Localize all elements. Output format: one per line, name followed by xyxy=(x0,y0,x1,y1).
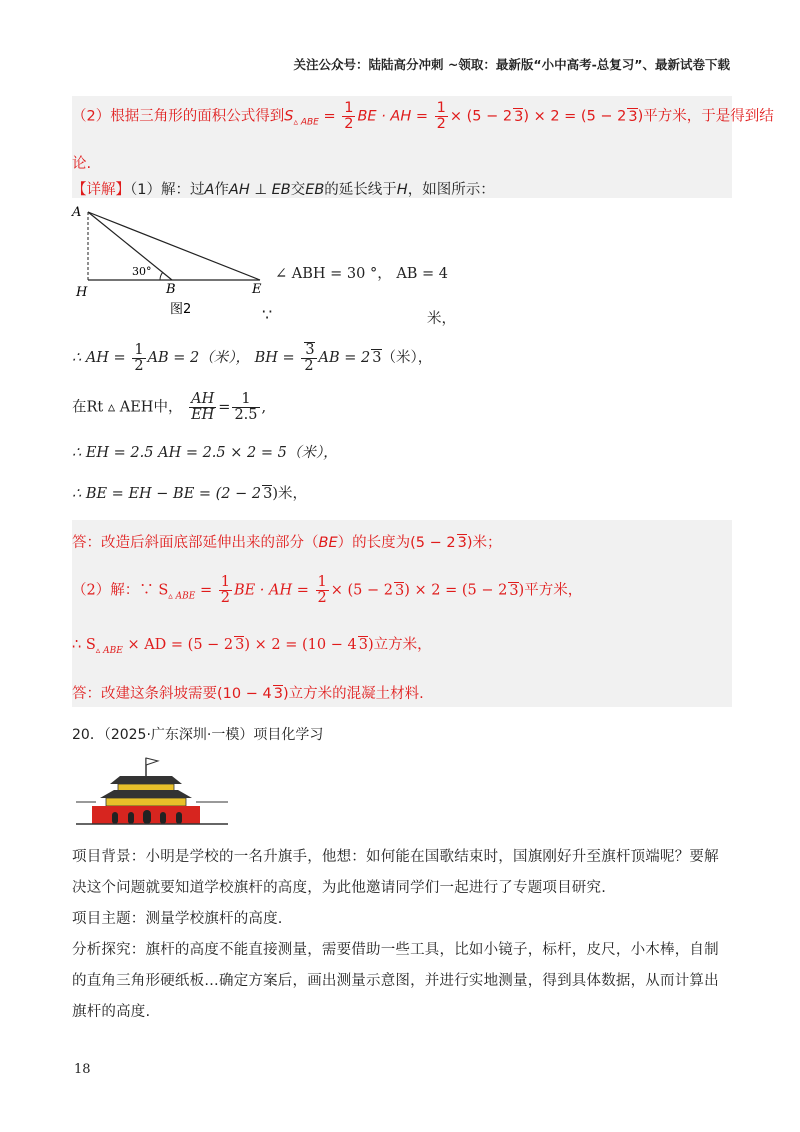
angle-label: 30° xyxy=(132,265,152,278)
detail-line: 【详解】（1）解：过A作AH ⊥ EB交EB的延长线于H，如图所示： xyxy=(72,182,495,198)
page-number: 18 xyxy=(74,1062,91,1077)
answer1: 答：改造后斜面底部延伸出来的部分（BE）的长度为(5 − 2 3)米； xyxy=(72,535,502,551)
half-fraction: $\frac{1}{2}$ xyxy=(344,100,354,133)
answer2: 答：改建这条斜坡需要(10 − 4 3)立方米的混凝土材料. xyxy=(72,686,424,702)
hint2-be-ah: BE · AH = xyxy=(357,108,428,125)
step2: 在Rt ▵ AEH中， $\frac{AH}{EH}$ = $\frac{1}{2.5}$ , xyxy=(72,391,267,424)
label-B: B xyxy=(166,282,176,297)
label-H: H xyxy=(76,285,88,300)
sqrt-3: 3 xyxy=(273,686,283,702)
hint2-line2: 论. xyxy=(72,156,92,172)
line-AB xyxy=(88,212,172,280)
hint2-prefix: （2）根据三角形的面积公式得到 xyxy=(72,108,285,125)
part3-line: ∴ $S_{▵ ABE}$ × AD = (5 − 2 3) × 2 = (10 − 4 3)立方米， xyxy=(72,637,432,656)
sqrt3-over-2: $\frac{3}{2}$ xyxy=(301,342,316,374)
step3: ∴ EH = 2.5 AH = 2.5 × 2 = 5（米）， xyxy=(72,445,338,461)
part2-line: （2）解：∵ $S_{▵ ABE}$ = $\frac{1}{2}$ BE · AH = $\frac{1}{2}$ × (5 − 2 3) × 2 = (5 − 2 3)平方米， xyxy=(72,574,583,607)
half-fraction: $\frac{1}{2}$ xyxy=(134,341,144,374)
problem20-analysis: 分析探究：旗杆的高度不能直接测量，需要借助一些工具，比如小镜子，标杆，皮尺，小木棒，自制的直角三角形硬纸板…确定方案后，画出测量示意图，并进行实地测量，得到具体数据，从而计算出旗杆的高度. xyxy=(72,942,719,1020)
half-fraction: $\frac{1}{2}$ xyxy=(220,574,230,607)
label-A: A xyxy=(72,205,82,220)
tiananmen-image xyxy=(72,754,232,830)
sqrt-3: 3 xyxy=(457,535,467,551)
sqrt-3: 3 xyxy=(358,637,368,653)
because-symbol: ∵ xyxy=(262,305,273,324)
step1: ∴ AH = $\frac{1}{2}$ AB = 2（米）， BH = $\frac{3}{2}$ AB = 2 3（米）， xyxy=(72,341,433,375)
label-E: E xyxy=(252,282,262,297)
sqrt-3: 3 xyxy=(372,350,382,367)
hint2-S-sub: ▵ ABE xyxy=(293,117,319,128)
step4: ∴ BE = EH − BE = (2 − 2 3)米， xyxy=(72,486,308,502)
sqrt-3: 3 xyxy=(509,582,519,599)
triangle-figure xyxy=(70,200,280,320)
problem20-title: 20．（2025·广东深圳·一模）项目化学习 xyxy=(72,727,324,743)
sqrt-3: 3 xyxy=(514,108,524,125)
page-header: 关注公众号：陆陆高分冲刺 ~领取：最新版“小中高考-总复习”、最新试卷下载 xyxy=(293,57,730,72)
line-AE xyxy=(88,212,260,280)
sqrt-3: 3 xyxy=(263,486,273,502)
ah-over-eh: $\frac{AH}{EH}$ xyxy=(191,391,215,424)
half-fraction: $\frac{1}{2}$ xyxy=(317,574,327,607)
one-over-2.5: $\frac{1}{2.5}$ xyxy=(234,391,258,424)
sqrt-3: 3 xyxy=(394,582,405,599)
mi-unit: 米， xyxy=(427,311,456,327)
hint2-S: S xyxy=(284,108,294,125)
sqrt-3: 3 xyxy=(628,108,638,125)
hint2-line1: （2）根据三角形的面积公式得到$S_{▵ ABE}$ = $\frac{1}{2}$ BE · AH = $\frac{1}{2}$ × (5 − 2 3) × 2 = (5 − 2 3)平方米，于是得到结 xyxy=(72,100,774,133)
problem20-theme: 项目主题：测量学校旗杆的高度. xyxy=(72,911,283,927)
given-line: ∠ ABH = 30 °， AB = 4 xyxy=(275,266,449,282)
sqrt-3: 3 xyxy=(235,637,245,653)
problem20-background: 项目背景：小明是学校的一名升旗手，他想：如何能在国歌结束时，国旗刚好升至旗杆顶端呢？要解决这个问题就要知道学校旗杆的高度，为此他邀请同学们一起进行了专题项目研究. xyxy=(72,849,719,896)
half-fraction: $\frac{1}{2}$ xyxy=(436,100,446,133)
figure-caption: 图2 xyxy=(170,302,192,317)
detail-tag: 【详解】 xyxy=(72,182,130,198)
angle-arc xyxy=(160,272,163,280)
